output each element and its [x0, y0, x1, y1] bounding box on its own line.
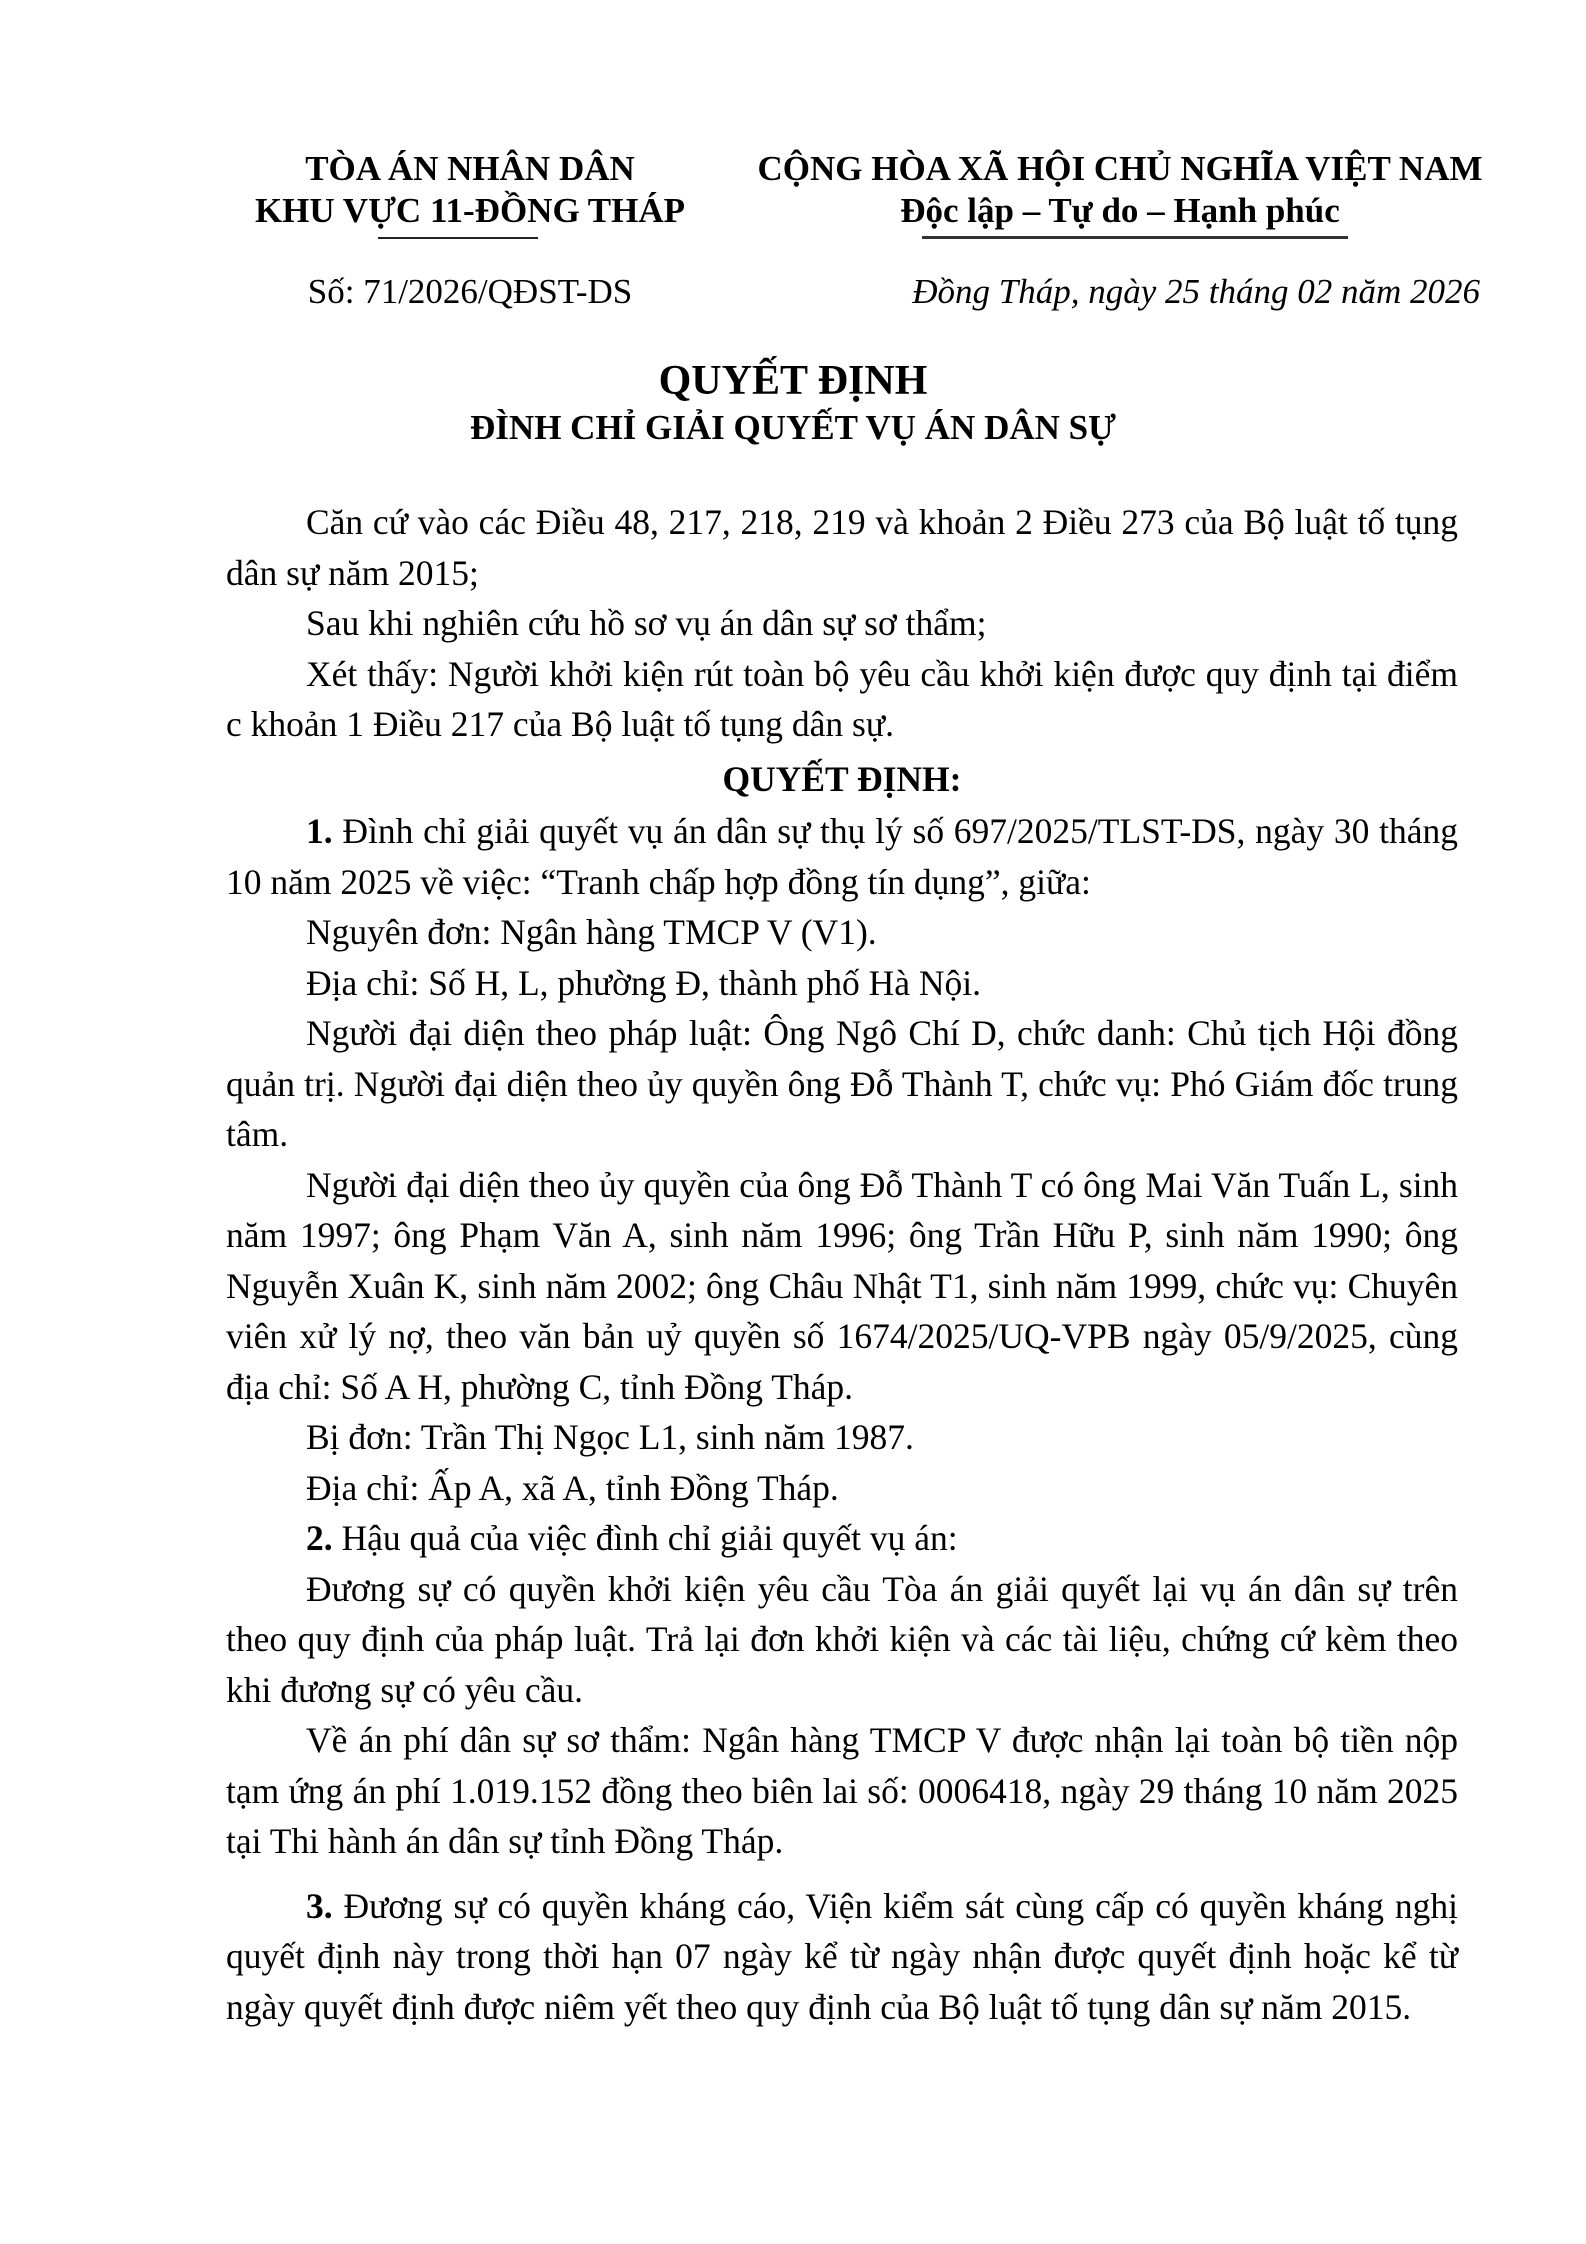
plaintiff-address: Địa chỉ: Số H, L, phường Đ, thành phố Hà Nội.	[306, 962, 981, 1003]
legal-representative: Người đại diện theo pháp luật: Ông Ngô Chí D, chức danh: Chủ tịch Hội đồng quản trị. Người đại diện theo ủy quyền ông Đỗ Thành T, chức vụ: Phó Giám đốc trung tâm.	[226, 1013, 1458, 1154]
document-title: QUYẾT ĐỊNH	[658, 358, 928, 404]
preamble-review: Sau khi nghiên cứu hồ sơ vụ án dân sự sơ thẩm;	[306, 603, 987, 643]
court-header	[220, 148, 720, 232]
section-2-text: Hậu quả của việc đình chỉ giải quyết vụ án:	[332, 1518, 958, 1558]
document-body	[226, 497, 1458, 2032]
defendant: Bị đơn: Trần Thị Ngọc L1, sinh năm 1987.	[306, 1417, 914, 1457]
section-2-number: 2.	[306, 1518, 333, 1558]
place-date: Đồng Tháp, ngày 25 tháng 02 năm 2026	[912, 272, 1480, 311]
section-2	[226, 1513, 1458, 1564]
authorized-representatives: Người đại diện theo ủy quyền của ông Đỗ Thành T có ông Mai Văn Tuấn L, sinh năm 1997; ông Phạm Văn A, sinh năm 1996; ông Trần Hữu P, sinh năm 1990; ông Nguyễn Xuân K, sinh năm 2002; ông Châu Nhật T1, sinh năm 1999, chức vụ: Chuyên viên xử lý nợ, theo văn bản uỷ quyền số 1674/2025/UQ-VPB ngày 05/9/2025, cùng địa chỉ: Số A H, phường C, tỉnh Đồng Tháp.	[226, 1164, 1458, 1407]
nation-name: CỘNG HÒA XÃ HỘI CHỦ NGHĨA VIỆT NAM	[757, 149, 1483, 188]
section-1	[226, 806, 1458, 907]
decision-heading: QUYẾT ĐỊNH:	[722, 758, 962, 799]
section-3-text: Đương sự có quyền kháng cáo, Viện kiểm sát cùng cấp có quyền kháng nghị quyết định này trong thời hạn 07 ngày kể từ ngày nhận được quyết định hoặc kể từ ngày quyết định được niêm yết theo quy định của Bộ luật tố tụng dân sự năm 2015.	[226, 1885, 1458, 2027]
section-1-number: 1.	[306, 811, 333, 851]
court-name: TÒA ÁN NHÂN DÂN	[305, 149, 635, 188]
defendant-address: Địa chỉ: Ấp A, xã A, tỉnh Đồng Tháp.	[306, 1467, 839, 1508]
preamble-finding: Xét thấy: Người khởi kiện rút toàn bộ yêu cầu khởi kiện được quy định tại điểm c khoản 1 Điều 217 của Bộ luật tố tụng dân sự.	[226, 653, 1458, 744]
nation-motto-underline	[922, 236, 1348, 239]
section-3-number: 3.	[306, 1885, 333, 1926]
court-header-underline	[378, 237, 538, 239]
consequence: Đương sự có quyền khởi kiện yêu cầu Tòa án giải quyết lại vụ án dân sự trên theo quy định của pháp luật. Trả lại đơn khởi kiện và các tài liệu, chứng cứ kèm theo khi đương sự có yêu cầu.	[226, 1568, 1458, 1710]
court-region: KHU VỰC 11-ĐỒNG THÁP	[254, 191, 686, 230]
nation-header	[730, 148, 1510, 232]
document-subtitle: ĐÌNH CHỈ GIẢI QUYẾT VỤ ÁN DÂN SỰ	[470, 408, 1116, 447]
section-3	[226, 1881, 1458, 2033]
document-number: Số: 71/2026/QĐST-DS	[307, 272, 633, 311]
court-fee: Về án phí dân sự sơ thẩm: Ngân hàng TMCP V được nhận lại toàn bộ tiền nộp tạm ứng án phí 1.019.152 đồng theo biên lai số: 0006418, ngày 29 tháng 10 năm 2025 tại Thi hành án dân sự tỉnh Đồng Tháp.	[226, 1720, 1458, 1861]
preamble-legal-basis: Căn cứ vào các Điều 48, 217, 218, 219 và khoản 2 Điều 273 của Bộ luật tố tụng dân sự năm 2015;	[226, 502, 1458, 593]
plaintiff: Nguyên đơn: Ngân hàng TMCP V (V1).	[306, 912, 877, 952]
nation-motto: Độc lập – Tự do – Hạnh phúc	[900, 191, 1340, 230]
section-1-text: Đình chỉ giải quyết vụ án dân sự thụ lý số 697/2025/TLST-DS, ngày 30 tháng 10 năm 2025 về việc: “Tranh chấp hợp đồng tín dụng”, giữa:	[226, 811, 1458, 902]
